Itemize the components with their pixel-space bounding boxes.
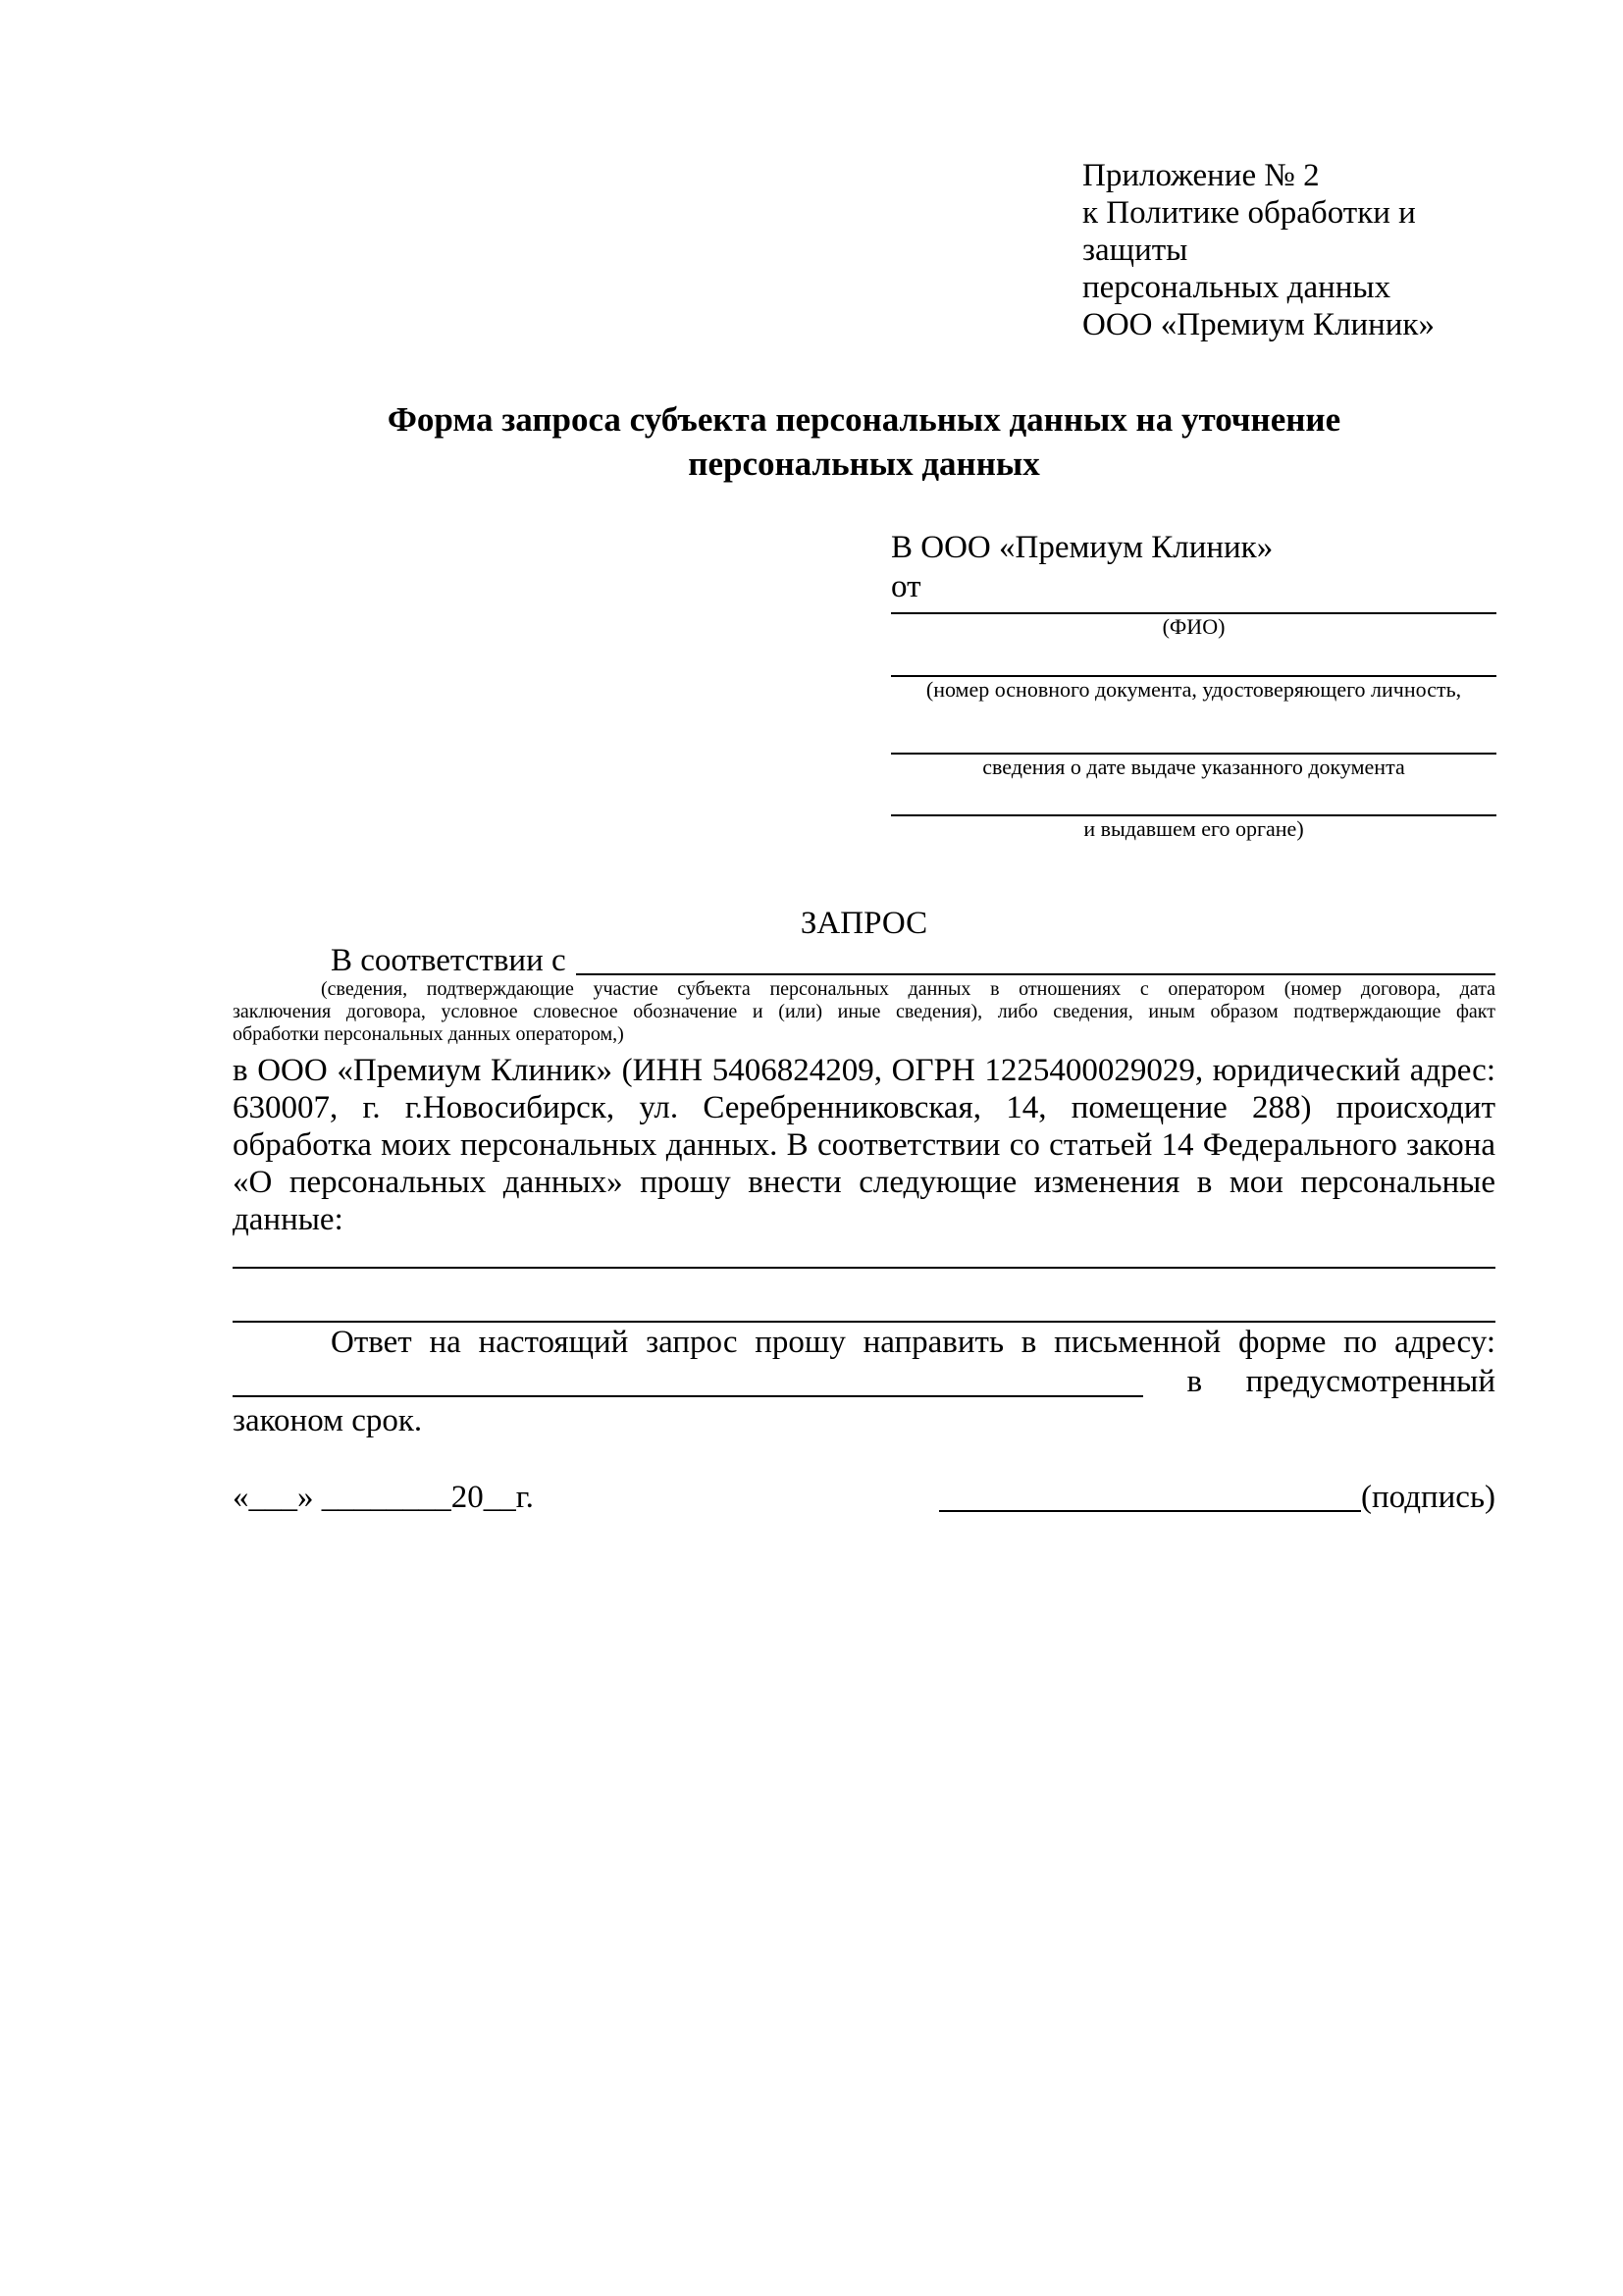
footnote-block: [233, 978, 1495, 1046]
body-line: 630007, г. г.Новосибирск, ул. Серебренниковская, 14, помещение 288) происходит: [233, 1090, 1495, 1125]
signature-row: [233, 1478, 1495, 1517]
addressee-from-label: от: [891, 569, 921, 604]
fio-blank-field: [891, 606, 1496, 614]
date-blank-line: «___» ________20__г.: [233, 1480, 534, 1515]
annex-reference-block: [1082, 157, 1495, 343]
annex-line: к Политике обработки и защиты: [1082, 195, 1416, 268]
reply-address-line: [233, 1362, 1495, 1401]
body-line: данные:: [233, 1202, 343, 1237]
signature-caption: (подпись): [1361, 1480, 1495, 1515]
annex-line: Приложение № 2: [1082, 158, 1320, 193]
signature-blank-field: [939, 1510, 1361, 1512]
request-body-paragraph: [233, 1052, 1495, 1238]
fio-caption: (ФИО): [1162, 614, 1226, 639]
document-title: Форма запроса субъекта персональных данных на уточнение персональных данных: [387, 400, 1341, 483]
reply-closing-line: законом срок.: [233, 1403, 423, 1438]
issue-date-caption: сведения о дате выдаче указанного документа: [982, 755, 1405, 779]
reply-word-in: в: [1186, 1364, 1203, 1399]
reply-address-blank-field: [233, 1395, 1143, 1397]
reply-sentence-line: Ответ на настоящий запрос прошу направить в письменной форме по адресу:: [331, 1325, 1495, 1360]
intro-line: [233, 943, 1495, 978]
intro-blank-field: [576, 973, 1495, 975]
addressee-organization: В ООО «Премиум Клиник»: [891, 530, 1274, 565]
request-heading: ЗАПРОС: [800, 906, 928, 941]
issuing-authority-caption: и выдавшем его органе): [1083, 816, 1304, 841]
footnote-line: обработки персональных данных оператором,): [233, 1023, 624, 1045]
body-line: «О персональных данных» прошу внести следующие изменения в мои персональные: [233, 1165, 1495, 1200]
body-line: обработка моих персональных данных. В соответствии со статьей 14 Федерального закона: [233, 1127, 1495, 1163]
annex-line: персональных данных: [1082, 270, 1391, 305]
addressee-block: [891, 528, 1496, 842]
changes-blank-line-1: [233, 1238, 1495, 1269]
footnote-line: заключения договора, условное словесное обозначение и (или) иные сведения), либо сведения, иным образом подтверждающие факт: [233, 1001, 1495, 1022]
body-line: в ООО «Премиум Клиник» (ИНН 5406824209, ОГРН 1225400029029, юридический адрес:: [233, 1053, 1495, 1088]
signature-group: [939, 1478, 1495, 1517]
changes-blank-line-2: [233, 1269, 1495, 1323]
reply-word-term: предусмотренный: [1245, 1364, 1495, 1399]
footnote-line: (сведения, подтверждающие участие субъекта персональных данных в отношениях с оператором (номер договора, дата: [321, 978, 1495, 1000]
annex-line: ООО «Премиум Клиник»: [1082, 307, 1435, 342]
document-number-caption: (номер основного документа, удостоверяющего личность,: [925, 677, 1462, 702]
intro-prefix: В соответствии с: [331, 943, 566, 978]
